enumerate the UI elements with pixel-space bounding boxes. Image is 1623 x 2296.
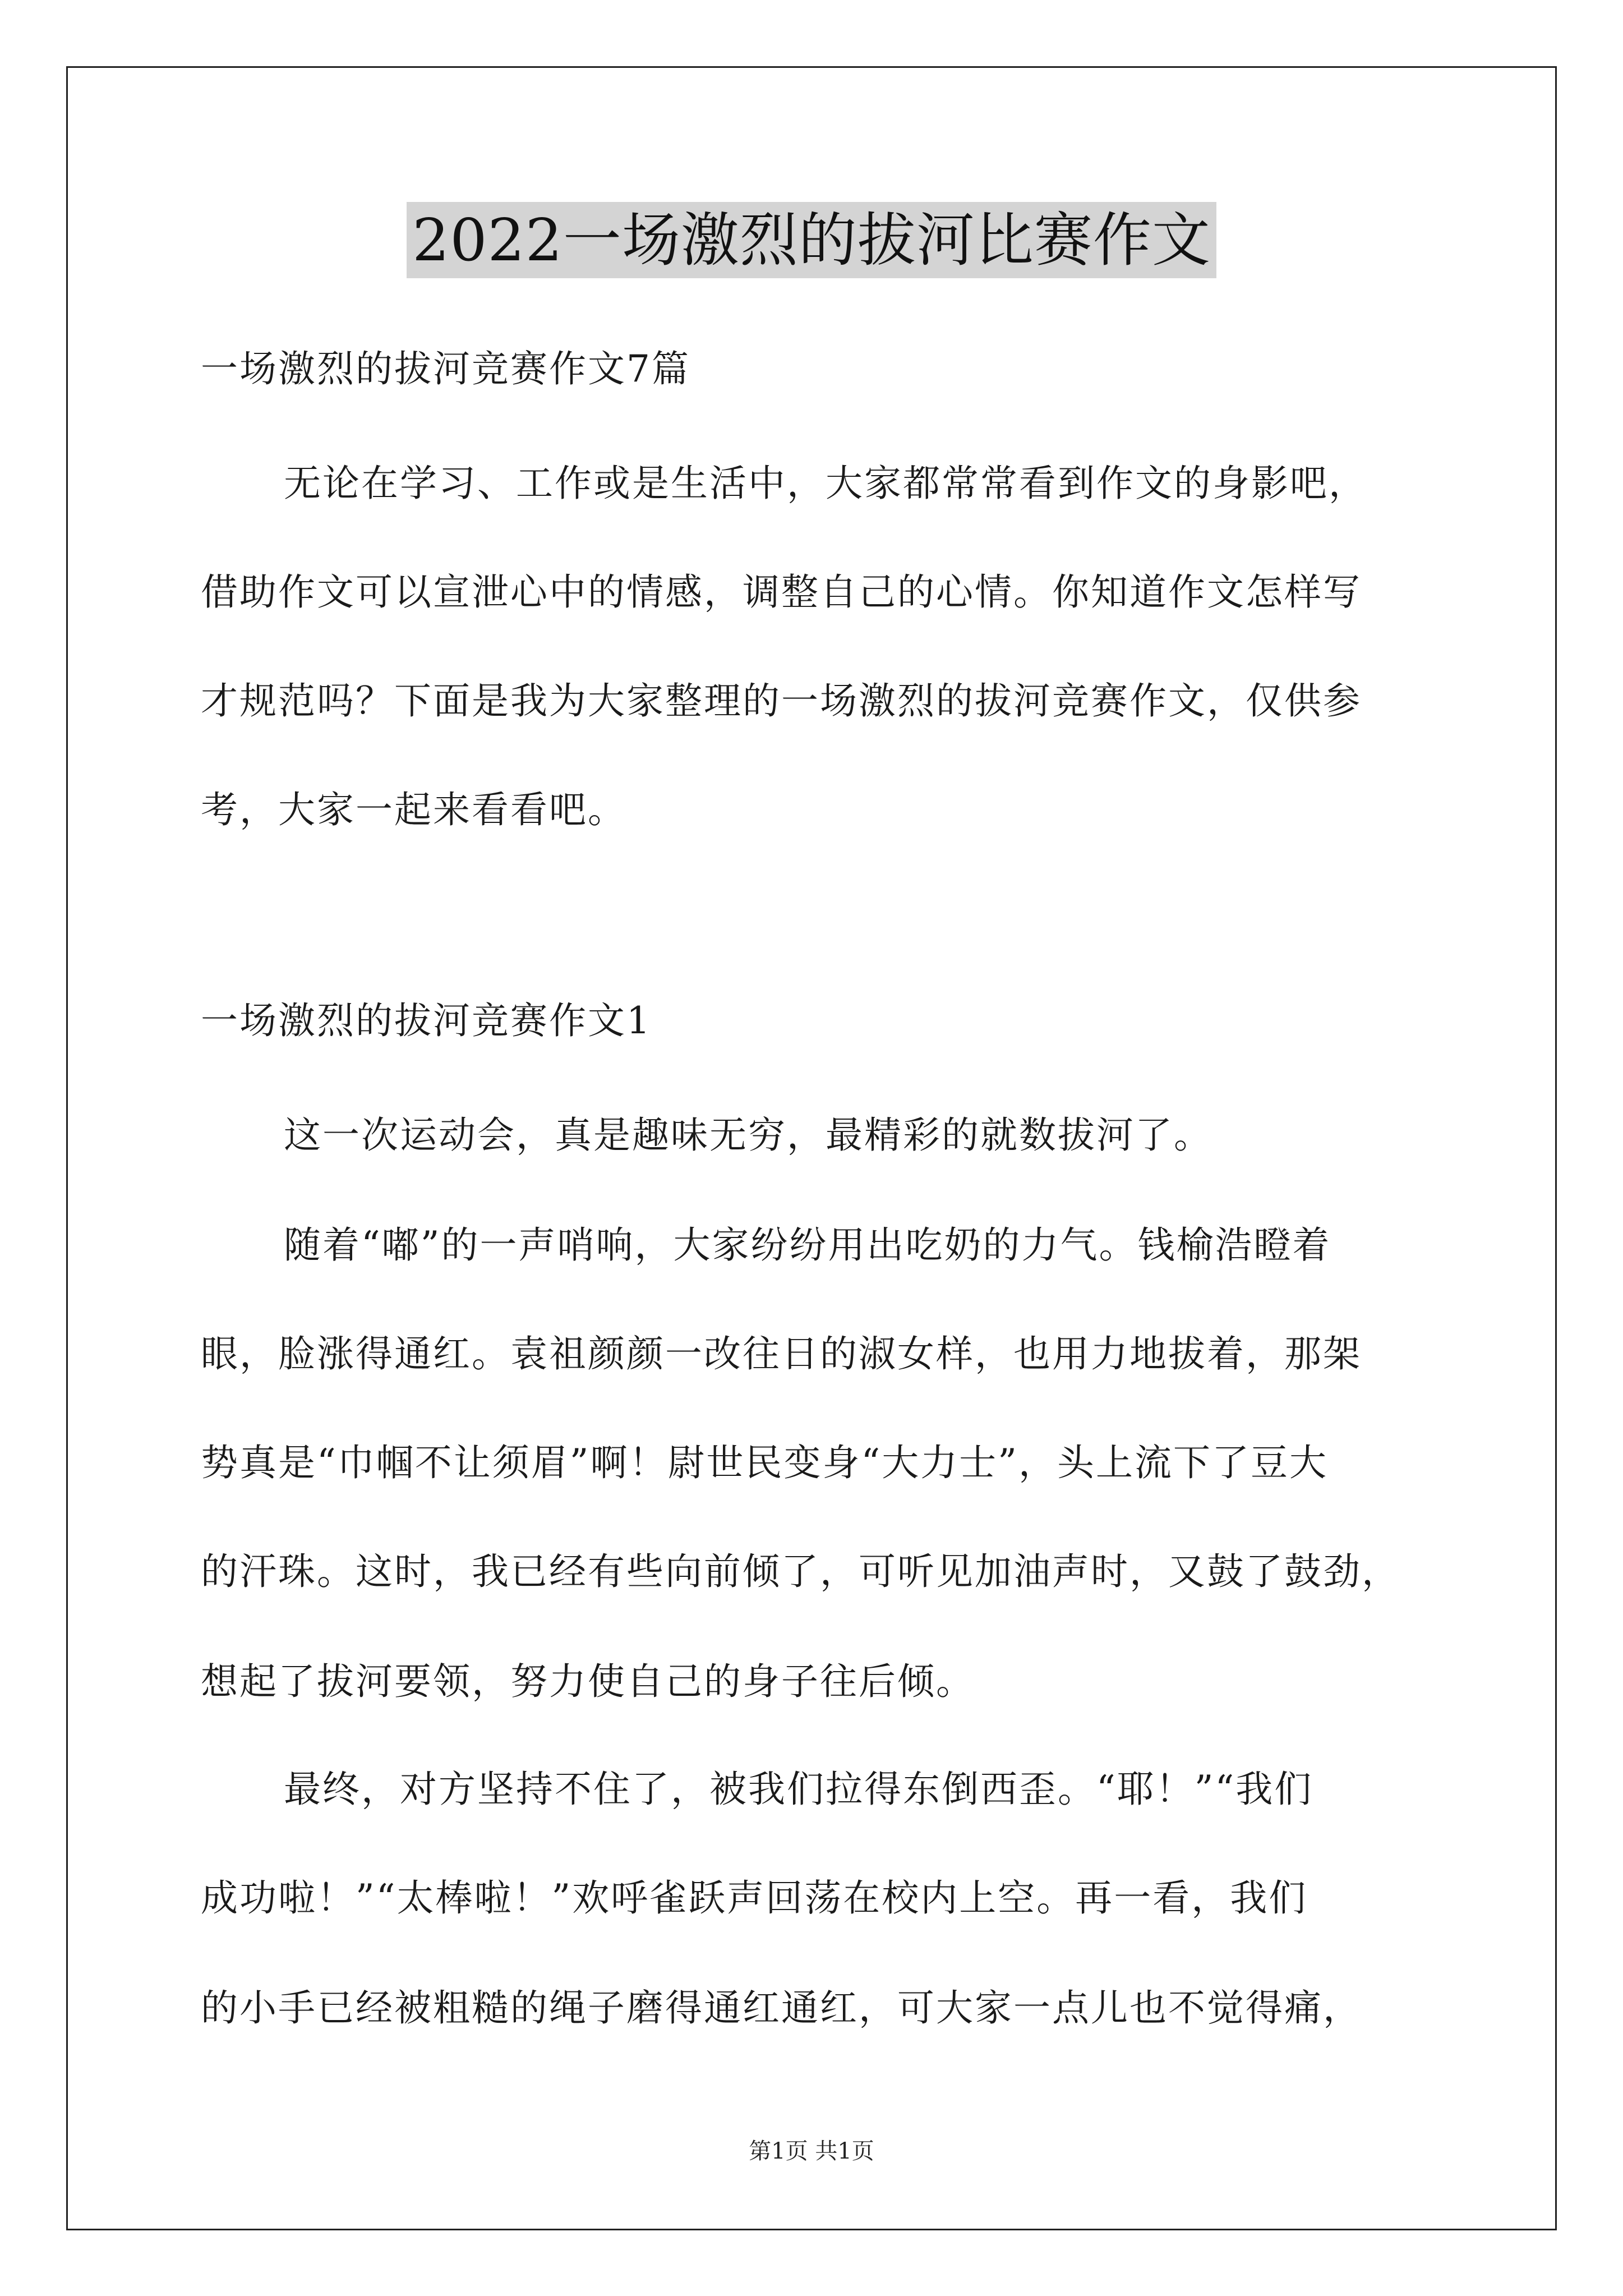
paragraph-line: 最终，对方坚持不住了，被我们拉得东倒西歪。“耶！”“我们 bbox=[284, 1768, 1313, 1811]
paragraph-line: 随着“嘟”的一声哨响，大家纷纷用出吃奶的力气。钱榆浩瞪着 bbox=[284, 1223, 1331, 1267]
paragraph-line: 的汗珠。这时，我已经有些向前倾了，可听见加油声时，又鼓了鼓劲， bbox=[201, 1550, 1400, 1593]
document-title: 2022一场激烈的拔河比赛作文 bbox=[407, 202, 1216, 278]
paragraph-line: 才规范吗？下面是我为大家整理的一场激烈的拔河竞赛作文，仅供参 bbox=[201, 679, 1362, 723]
paragraph-line: 借助作文可以宣泄心中的情感，调整自己的心情。你知道作文怎样写 bbox=[201, 570, 1362, 614]
title-container bbox=[0, 202, 1623, 278]
subtitle-line: 一场激烈的拔河竞赛作文7篇 bbox=[201, 347, 690, 390]
page-footer: 第1页 共1页 bbox=[749, 2138, 874, 2164]
paragraph-line: 眼，脸涨得通红。袁祖颜颜一改往日的淑女样，也用力地拔着，那架 bbox=[201, 1332, 1362, 1375]
paragraph-line: 势真是“巾帼不让须眉”啊！尉世民变身“大力士”，头上流下了豆大 bbox=[201, 1441, 1328, 1484]
paragraph-line: 无论在学习、工作或是生活中，大家都常常看到作文的身影吧， bbox=[284, 462, 1367, 505]
paragraph-line: 的小手已经被粗糙的绳子磨得通红通红，可大家一点儿也不觉得痛， bbox=[201, 1986, 1362, 2030]
paragraph-line: 这一次运动会，真是趣味无穷，最精彩的就数拔河了。 bbox=[284, 1114, 1212, 1157]
paragraph-line: 想起了拔河要领，努力使自己的身子往后倾。 bbox=[201, 1660, 975, 1703]
paragraph-line: 考，大家一起来看看吧。 bbox=[201, 788, 626, 831]
paragraph-line: 成功啦！”“太棒啦！”欢呼雀跃声回荡在校内上空。再一看，我们 bbox=[201, 1876, 1308, 1920]
section-heading: 一场激烈的拔河竞赛作文1 bbox=[201, 999, 652, 1042]
